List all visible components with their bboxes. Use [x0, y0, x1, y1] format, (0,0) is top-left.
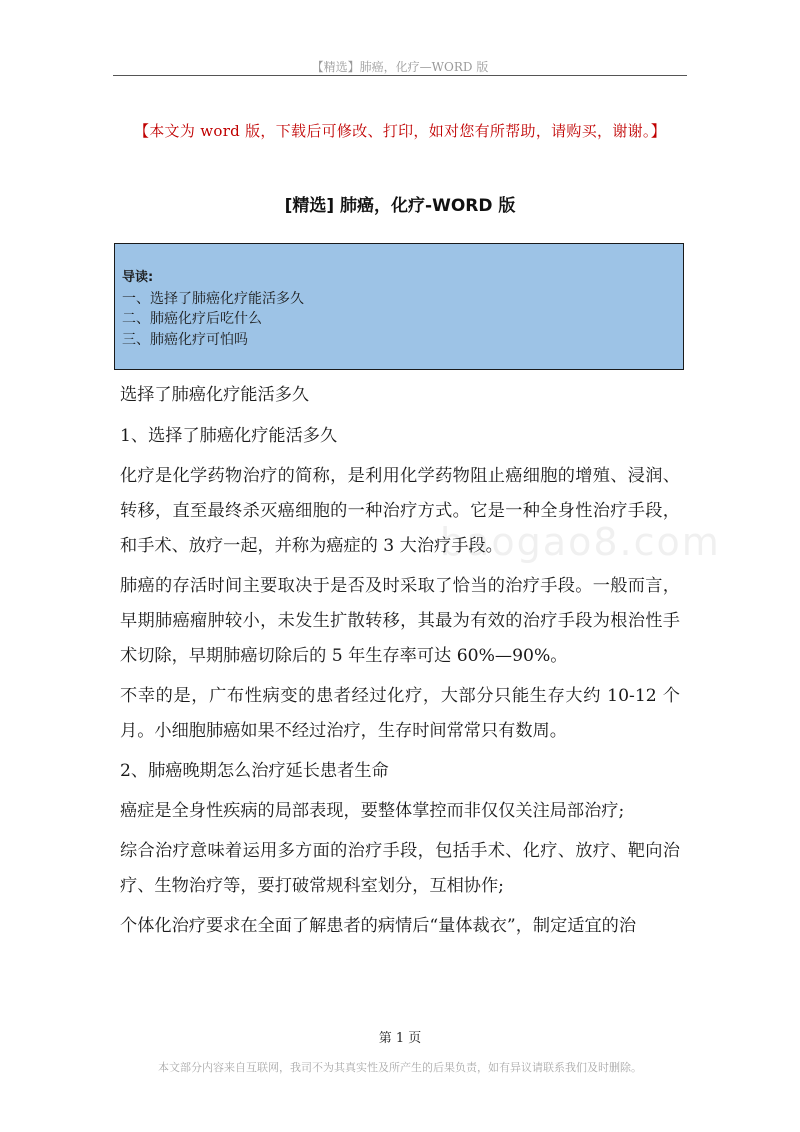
- purchase-notice: 【本文为 word 版，下载后可修改、打印，如对您有所帮助，请购买，谢谢。】: [133, 122, 667, 140]
- subsection-heading-2: 2、肺癌晚期怎么治疗延长患者生命: [120, 761, 389, 781]
- document-body: [120, 378, 680, 949]
- document-title: [精选] 肺癌，化疗-WORD 版: [284, 196, 516, 216]
- body-paragraph: 癌症是全身性疾病的局部表现，要整体掌控而非仅仅关注局部治疗;: [120, 801, 625, 821]
- body-paragraph: 化疗是化学药物治疗的简称，是利用化学药物阻止癌细胞的增殖、浸润、转移，直至最终杀灭癌细胞的一种治疗方式。它是一种全身性治疗手段，和手术、放疗一起，并称为癌症的 3 大治疗手段。: [120, 466, 680, 556]
- page-number: 第 1 页: [378, 1031, 422, 1046]
- page-header-title: 【精选】肺癌，化疗—WORD 版: [311, 60, 489, 74]
- header-rule: [113, 75, 687, 76]
- body-paragraph: 个体化治疗要求在全面了解患者的病情后“量体裁衣”，制定适宜的治: [120, 916, 637, 936]
- guide-label: 导读:: [122, 270, 154, 285]
- watermark: baogao8.com: [440, 520, 721, 564]
- body-paragraph: 肺癌的存活时间主要取决于是否及时采取了恰当的治疗手段。一般而言，早期肺癌瘤肿较小，未发生扩散转移，其最为有效的治疗手段为根治性手术切除，早期肺癌切除后的 5 年生存率可达 60%—90%。: [120, 576, 680, 666]
- body-paragraph: 不幸的是，广布性病变的患者经过化疗，大部分只能生存大约 10-12 个月。小细胞肺癌如果不经过治疗，生存时间常常只有数周。: [120, 686, 680, 741]
- guide-item-2: 二、肺癌化疗后吃什么: [122, 311, 262, 327]
- subsection-heading-1: 1、选择了肺癌化疗能活多久: [120, 426, 338, 446]
- guide-box: [114, 243, 684, 370]
- guide-item-3: 三、肺癌化疗可怕吗: [122, 331, 248, 348]
- footer-disclaimer: 本文部分内容来自互联网，我司不为其真实性及所产生的后果负责，如有异议请联系我们及时删除。: [158, 1061, 642, 1074]
- guide-item-1: 一、选择了肺癌化疗能活多久: [122, 290, 304, 307]
- section-heading: 选择了肺癌化疗能活多久: [120, 385, 310, 405]
- body-paragraph: 综合治疗意味着运用多方面的治疗手段，包括手术、化疗、放疗、靶向治疗、生物治疗等，要打破常规科室划分，互相协作;: [120, 841, 680, 896]
